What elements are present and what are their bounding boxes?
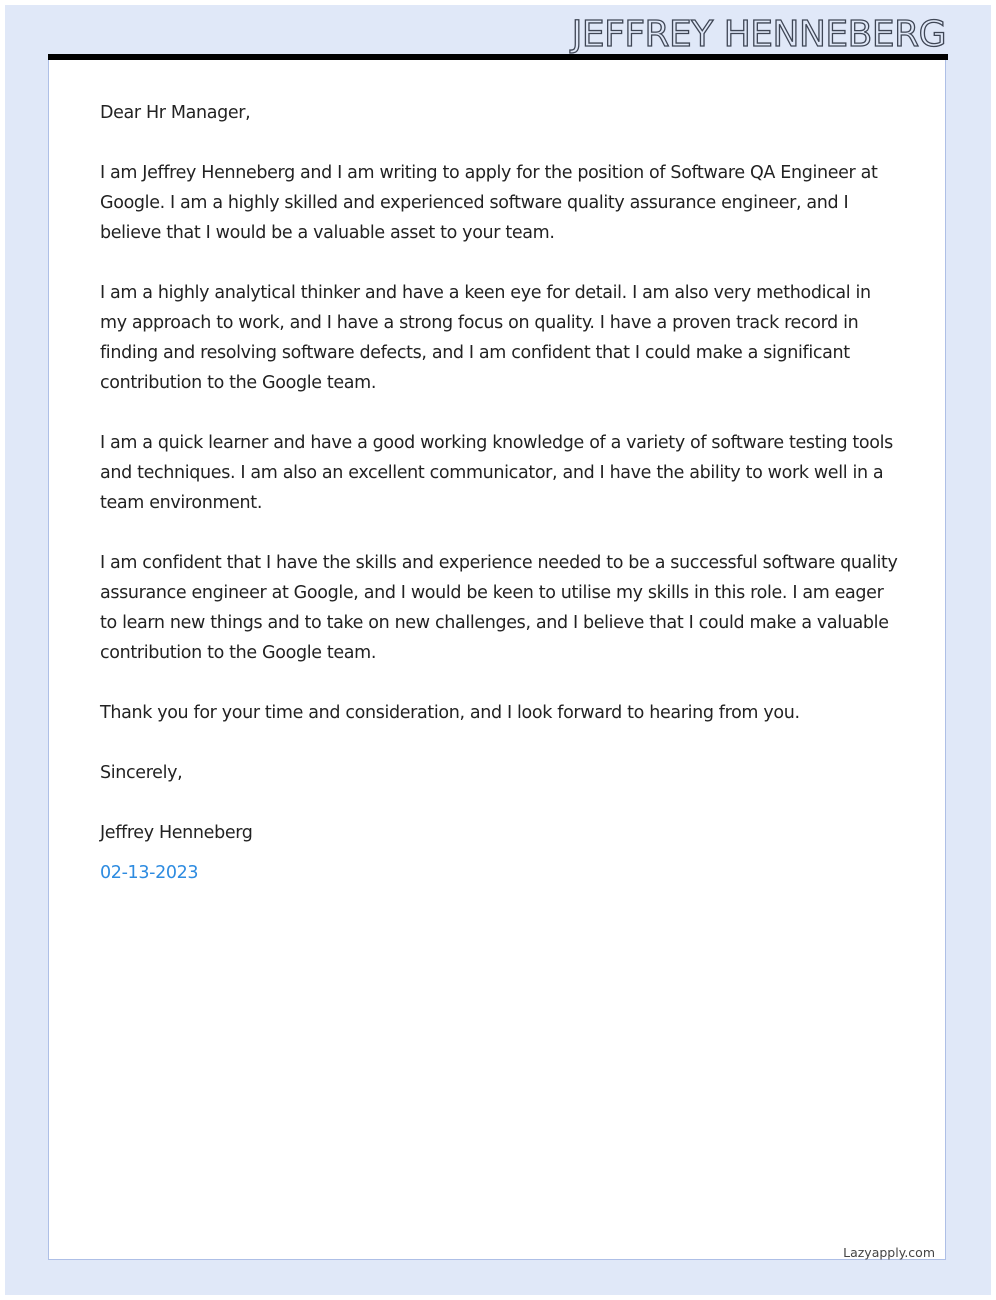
signature: Jeffrey Henneberg (100, 823, 253, 843)
paragraph-3: I am a quick learner and have a good working knowledge of a variety of software testing tools and techniques. I am also an excellent communicator, and I have the ability to work well in a team environment. (100, 433, 893, 513)
paragraph-5: Thank you for your time and consideration, and I look forward to hearing from you. (100, 703, 800, 723)
paragraph-2: I am a highly analytical thinker and have a keen eye for detail. I am also very methodical in my approach to work, and I have a strong focus on quality. I have a proven track record in finding and resolving software defects, and I am confident that I could make a significant contribution to the Google team. (100, 283, 871, 393)
closing: Sincerely, (100, 763, 183, 783)
letter-date: 02-13-2023 (100, 863, 199, 883)
applicant-name: JEFFREY HENNEBERG (571, 14, 946, 55)
watermark-link[interactable]: Lazyapply.com (843, 1245, 935, 1260)
letter-body (100, 98, 900, 918)
paragraph-4: I am confident that I have the skills and experience needed to be a successful software quality assurance engineer at Google, and I would be keen to utilise my skills in this role. I am eager to learn new things and to take on new challenges, and I believe that I could make a valuable contribution to the Google team. (100, 553, 898, 663)
greeting: Dear Hr Manager, (100, 103, 251, 123)
paragraph-1: I am Jeffrey Henneberg and I am writing to apply for the position of Software QA Engineer at Google. I am a highly skilled and experienced software quality assurance engineer, and I believe that I would be a valuable asset to your team. (100, 163, 878, 243)
